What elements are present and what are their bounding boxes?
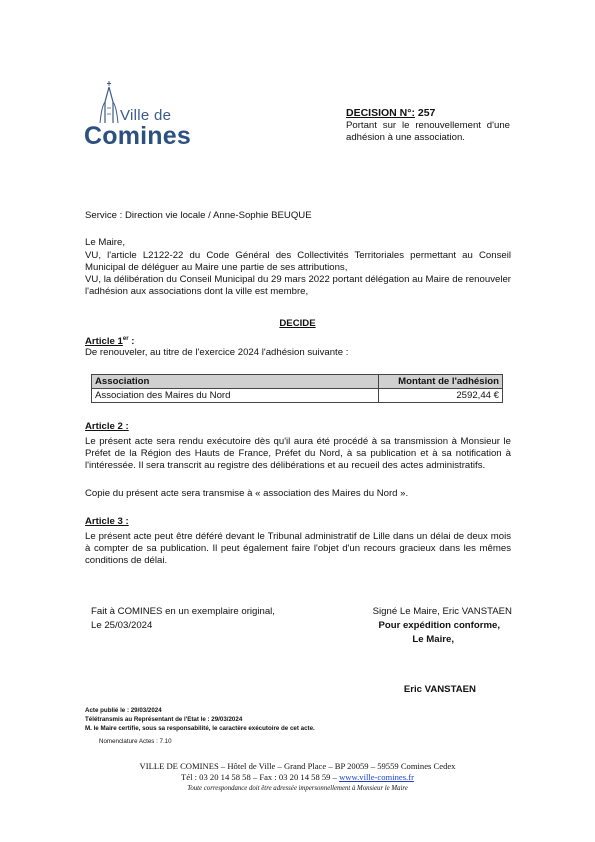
footer-website-link[interactable]: www.ville-comines.fr <box>339 772 414 782</box>
article-3-text: Le présent acte peut être déféré devant le Tribunal administratif de Lille dans un délai de deux mois à compter de sa publication. Il peut également faire l'objet d'un recours gracieux dans les mêmes conditions de délai. <box>85 531 511 566</box>
decision-label: DECISION N°: <box>346 107 415 119</box>
article-3-title: Article 3 : <box>85 516 129 527</box>
decide-heading: DECIDE <box>279 318 316 329</box>
article-1-title <box>85 333 134 348</box>
table-row <box>92 389 503 403</box>
article-2-text: Le présent acte sera rendu exécutoire dès qu'il aura été procédé à sa transmission à Monsieur le Préfet de la Région des Hauts de France, Préfet du Nord, à sa publication et à sa notification à l'intéressée. Il sera transcrit au registre des délibérations et au recueil des actes administratifs. <box>85 436 511 471</box>
table-header-row <box>92 375 503 389</box>
decision-number: 257 <box>417 107 436 119</box>
logo-comines-text: Comines <box>84 122 191 150</box>
publication-date: Acte publié le : 29/03/2024 <box>85 707 162 714</box>
decision-subject: Portant sur le renouvellement d'une adhésion à une association. <box>346 120 510 143</box>
signature-certified: Pour expédition conforme, <box>378 620 500 631</box>
decision-title <box>346 107 435 119</box>
signature-mayor-title: Le Maire, <box>412 634 454 645</box>
article-1-label: Article 1 <box>85 336 123 348</box>
signature-name: Eric VANSTAEN <box>403 684 476 695</box>
signature-date: Le 25/03/2024 <box>91 620 153 631</box>
signature-signed-by: Signé Le Maire, Eric VANSTAEN <box>372 606 512 617</box>
logo-ville-de-text: Ville de <box>120 107 172 124</box>
table-cell-association: Association des Maires du Nord <box>92 389 379 403</box>
vu-paragraph-1: VU, l'article L2122-22 du Code Général des Collectivités Territoriales permettant au Conseil Municipal de déléguer au Maire une partie de ses attributions, <box>85 250 511 273</box>
mayor-intro: Le Maire, <box>85 237 125 248</box>
transmission-date: Télétransmis au Représentant de l'Etat le : 29/03/2024 <box>85 716 243 723</box>
footer-address: VILLE DE COMINES – Hôtel de Ville – Grand Place – BP 20059 – 59559 Comines Cedex <box>139 761 456 771</box>
article-1-text: De renouveler, au titre de l'exercice 2024 l'adhésion suivante : <box>85 347 349 358</box>
footer-note: Toute correspondance doit être adressée impersonnellement à Monsieur le Maire <box>187 785 408 792</box>
article-2-title: Article 2 : <box>85 421 129 432</box>
nomenclature: Nomenclature Actes : 7.10 <box>99 738 172 745</box>
vu-paragraph-2: VU, la délibération du Conseil Municipal du 29 mars 2022 portant délégation au Maire de renouveler l'adhésion aux associations dont la ville est membre, <box>85 274 511 297</box>
adhesion-table <box>91 374 503 403</box>
article-1-colon: : <box>128 336 135 348</box>
signature-place: Fait à COMINES en un exemplaire original, <box>91 606 275 617</box>
table-header-association: Association <box>92 375 379 389</box>
footer-contact <box>0 772 595 783</box>
footer-phone-fax: Tél : 03 20 14 58 58 – Fax : 03 20 14 58 59 – <box>181 772 340 782</box>
service-line: Service : Direction vie locale / Anne-Sophie BEUQUE <box>85 210 312 221</box>
executory-certification: M. le Maire certifie, sous sa responsabilité, le caractère exécutoire de cet acte. <box>85 725 315 732</box>
church-steeple-icon <box>96 80 122 124</box>
article-1-sup: er <box>122 336 129 342</box>
article-2-copy: Copie du présent acte sera transmise à « association des Maires du Nord ». <box>85 488 409 499</box>
table-header-amount: Montant de l'adhésion <box>379 375 503 389</box>
table-cell-amount: 2592,44 € <box>379 389 503 403</box>
